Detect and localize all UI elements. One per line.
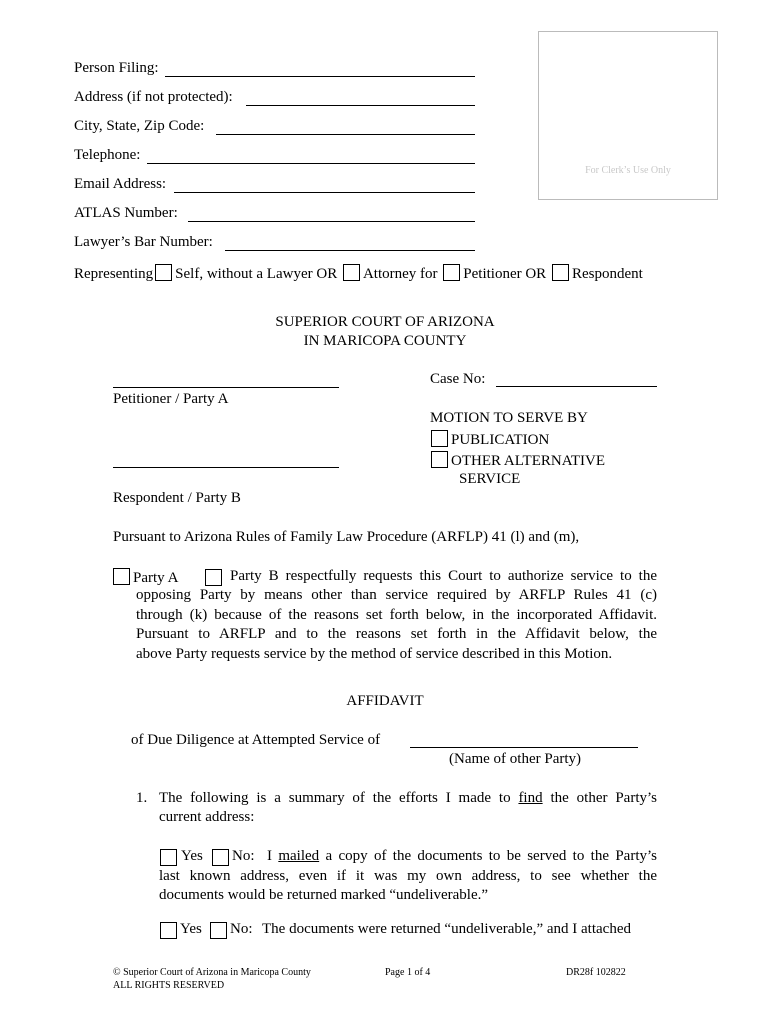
item-1-find: find	[518, 790, 543, 806]
case-number-field[interactable]	[496, 386, 657, 387]
footer-copyright: © Superior Court of Arizona in Maricopa County	[113, 967, 311, 978]
party-a-label: Party A	[133, 570, 179, 586]
person-filing-label: Person Filing:	[74, 60, 159, 76]
other-alternative-label: OTHER ALTERNATIVE	[451, 453, 606, 469]
motion-paragraph-line-1: Party B respectfully requests this Court to authorize service to the	[230, 568, 657, 584]
q2-yes-checkbox[interactable]	[160, 922, 177, 939]
petitioner-label: Petitioner OR	[463, 266, 547, 282]
atlas-number-field[interactable]	[188, 221, 475, 222]
footer-page-number: Page 1 of 4	[385, 967, 431, 978]
q2-no-checkbox[interactable]	[210, 922, 227, 939]
footer-rights: ALL RIGHTS RESERVED	[113, 980, 225, 991]
q1-mailed: mailed	[278, 848, 320, 864]
publication-checkbox[interactable]	[431, 430, 448, 447]
address-label: Address (if not protected):	[74, 89, 233, 105]
city-state-zip-label: City, State, Zip Code:	[74, 118, 205, 134]
q1-no-label: No:	[232, 848, 255, 864]
q1-line-3: documents would be returned marked “undeliverable.”	[159, 887, 489, 903]
respondent-label: Respondent / Party B	[113, 490, 241, 506]
q1-text-b: a copy of the documents to be served to the Party’s	[325, 848, 657, 864]
due-diligence-label: of Due Diligence at Attempted Service of	[131, 732, 381, 748]
publication-option	[429, 430, 549, 449]
attorney-checkbox[interactable]	[343, 264, 360, 281]
q1-text-a: I	[267, 848, 272, 864]
motion-paragraph-line-4: Pursuant to ARFLP and to the reasons set forth in the Affidavit below, the	[136, 626, 657, 642]
other-party-name-field[interactable]	[410, 747, 638, 748]
clerk-use-label: For Clerk’s Use Only	[585, 165, 671, 176]
telephone-label: Telephone:	[74, 147, 141, 163]
item-1-line-1	[159, 790, 657, 807]
motion-paragraph-line-2: opposing Party by means other than service required by ARFLP Rules 41 (c)	[136, 587, 657, 603]
pursuant-text: Pursuant to Arizona Rules of Family Law Procedure (ARFLP) 41 (l) and (m),	[113, 529, 580, 545]
motion-title: MOTION TO SERVE BY	[430, 410, 588, 426]
representing-row	[74, 264, 643, 283]
party-a-option	[113, 568, 178, 587]
other-party-name-hint: (Name of other Party)	[449, 751, 582, 767]
q1-yes-label: Yes	[181, 848, 203, 864]
clerk-use-box	[538, 31, 718, 200]
self-checkbox[interactable]	[155, 264, 172, 281]
petitioner-label: Petitioner / Party A	[113, 391, 229, 407]
party-a-checkbox[interactable]	[113, 568, 130, 585]
q2-no-label: No:	[230, 921, 253, 937]
affidavit-title: AFFIDAVIT	[346, 693, 424, 709]
other-alternative-checkbox[interactable]	[431, 451, 448, 468]
email-label: Email Address:	[74, 176, 167, 192]
self-label: Self, without a Lawyer OR	[175, 266, 338, 282]
other-alternative-option	[429, 451, 605, 470]
atlas-number-label: ATLAS Number:	[74, 205, 178, 221]
q2-yes-label: Yes	[180, 921, 202, 937]
item-1-line-2: current address:	[159, 809, 255, 825]
q1-line-2: last known address, even if it was my own address, to see whether the	[159, 868, 657, 884]
q1-yes-checkbox[interactable]	[160, 849, 177, 866]
bar-number-label: Lawyer’s Bar Number:	[74, 234, 213, 250]
respondent-label: Respondent	[571, 266, 643, 282]
person-filing-field[interactable]	[165, 76, 475, 77]
petitioner-checkbox[interactable]	[443, 264, 460, 281]
representing-label: Representing	[74, 266, 154, 282]
respondent-name-field[interactable]	[113, 467, 339, 468]
q1-line-1	[267, 848, 657, 865]
other-alternative-label-cont: SERVICE	[459, 471, 521, 487]
item-1-text-b: the other Party’s	[550, 790, 657, 806]
motion-paragraph-line-5: above Party requests service by the method of service described in this Motion.	[136, 646, 613, 662]
address-field[interactable]	[246, 105, 475, 106]
case-number-label: Case No:	[430, 371, 486, 387]
bar-number-field[interactable]	[225, 250, 475, 251]
court-county: IN MARICOPA COUNTY	[303, 333, 467, 349]
q1-no-checkbox[interactable]	[212, 849, 229, 866]
court-name: SUPERIOR COURT OF ARIZONA	[275, 314, 495, 330]
party-b-checkbox[interactable]	[205, 569, 222, 586]
petitioner-name-field[interactable]	[113, 387, 339, 388]
telephone-field[interactable]	[147, 163, 475, 164]
city-state-zip-field[interactable]	[216, 134, 475, 135]
footer-form-id: DR28f 102822	[566, 967, 626, 978]
respondent-checkbox[interactable]	[552, 264, 569, 281]
q2-text: The documents were returned “undeliverable,” and I attached	[262, 921, 631, 937]
publication-label: PUBLICATION	[451, 432, 550, 448]
email-field[interactable]	[174, 192, 475, 193]
attorney-label: Attorney for	[362, 266, 438, 282]
item-1-text-a: The following is a summary of the efforts I made to	[159, 790, 511, 806]
motion-paragraph-line-3: through (k) because of the reasons set forth below, in the incorporated Affidavit.	[136, 607, 657, 623]
item-1-number: 1.	[136, 790, 148, 806]
